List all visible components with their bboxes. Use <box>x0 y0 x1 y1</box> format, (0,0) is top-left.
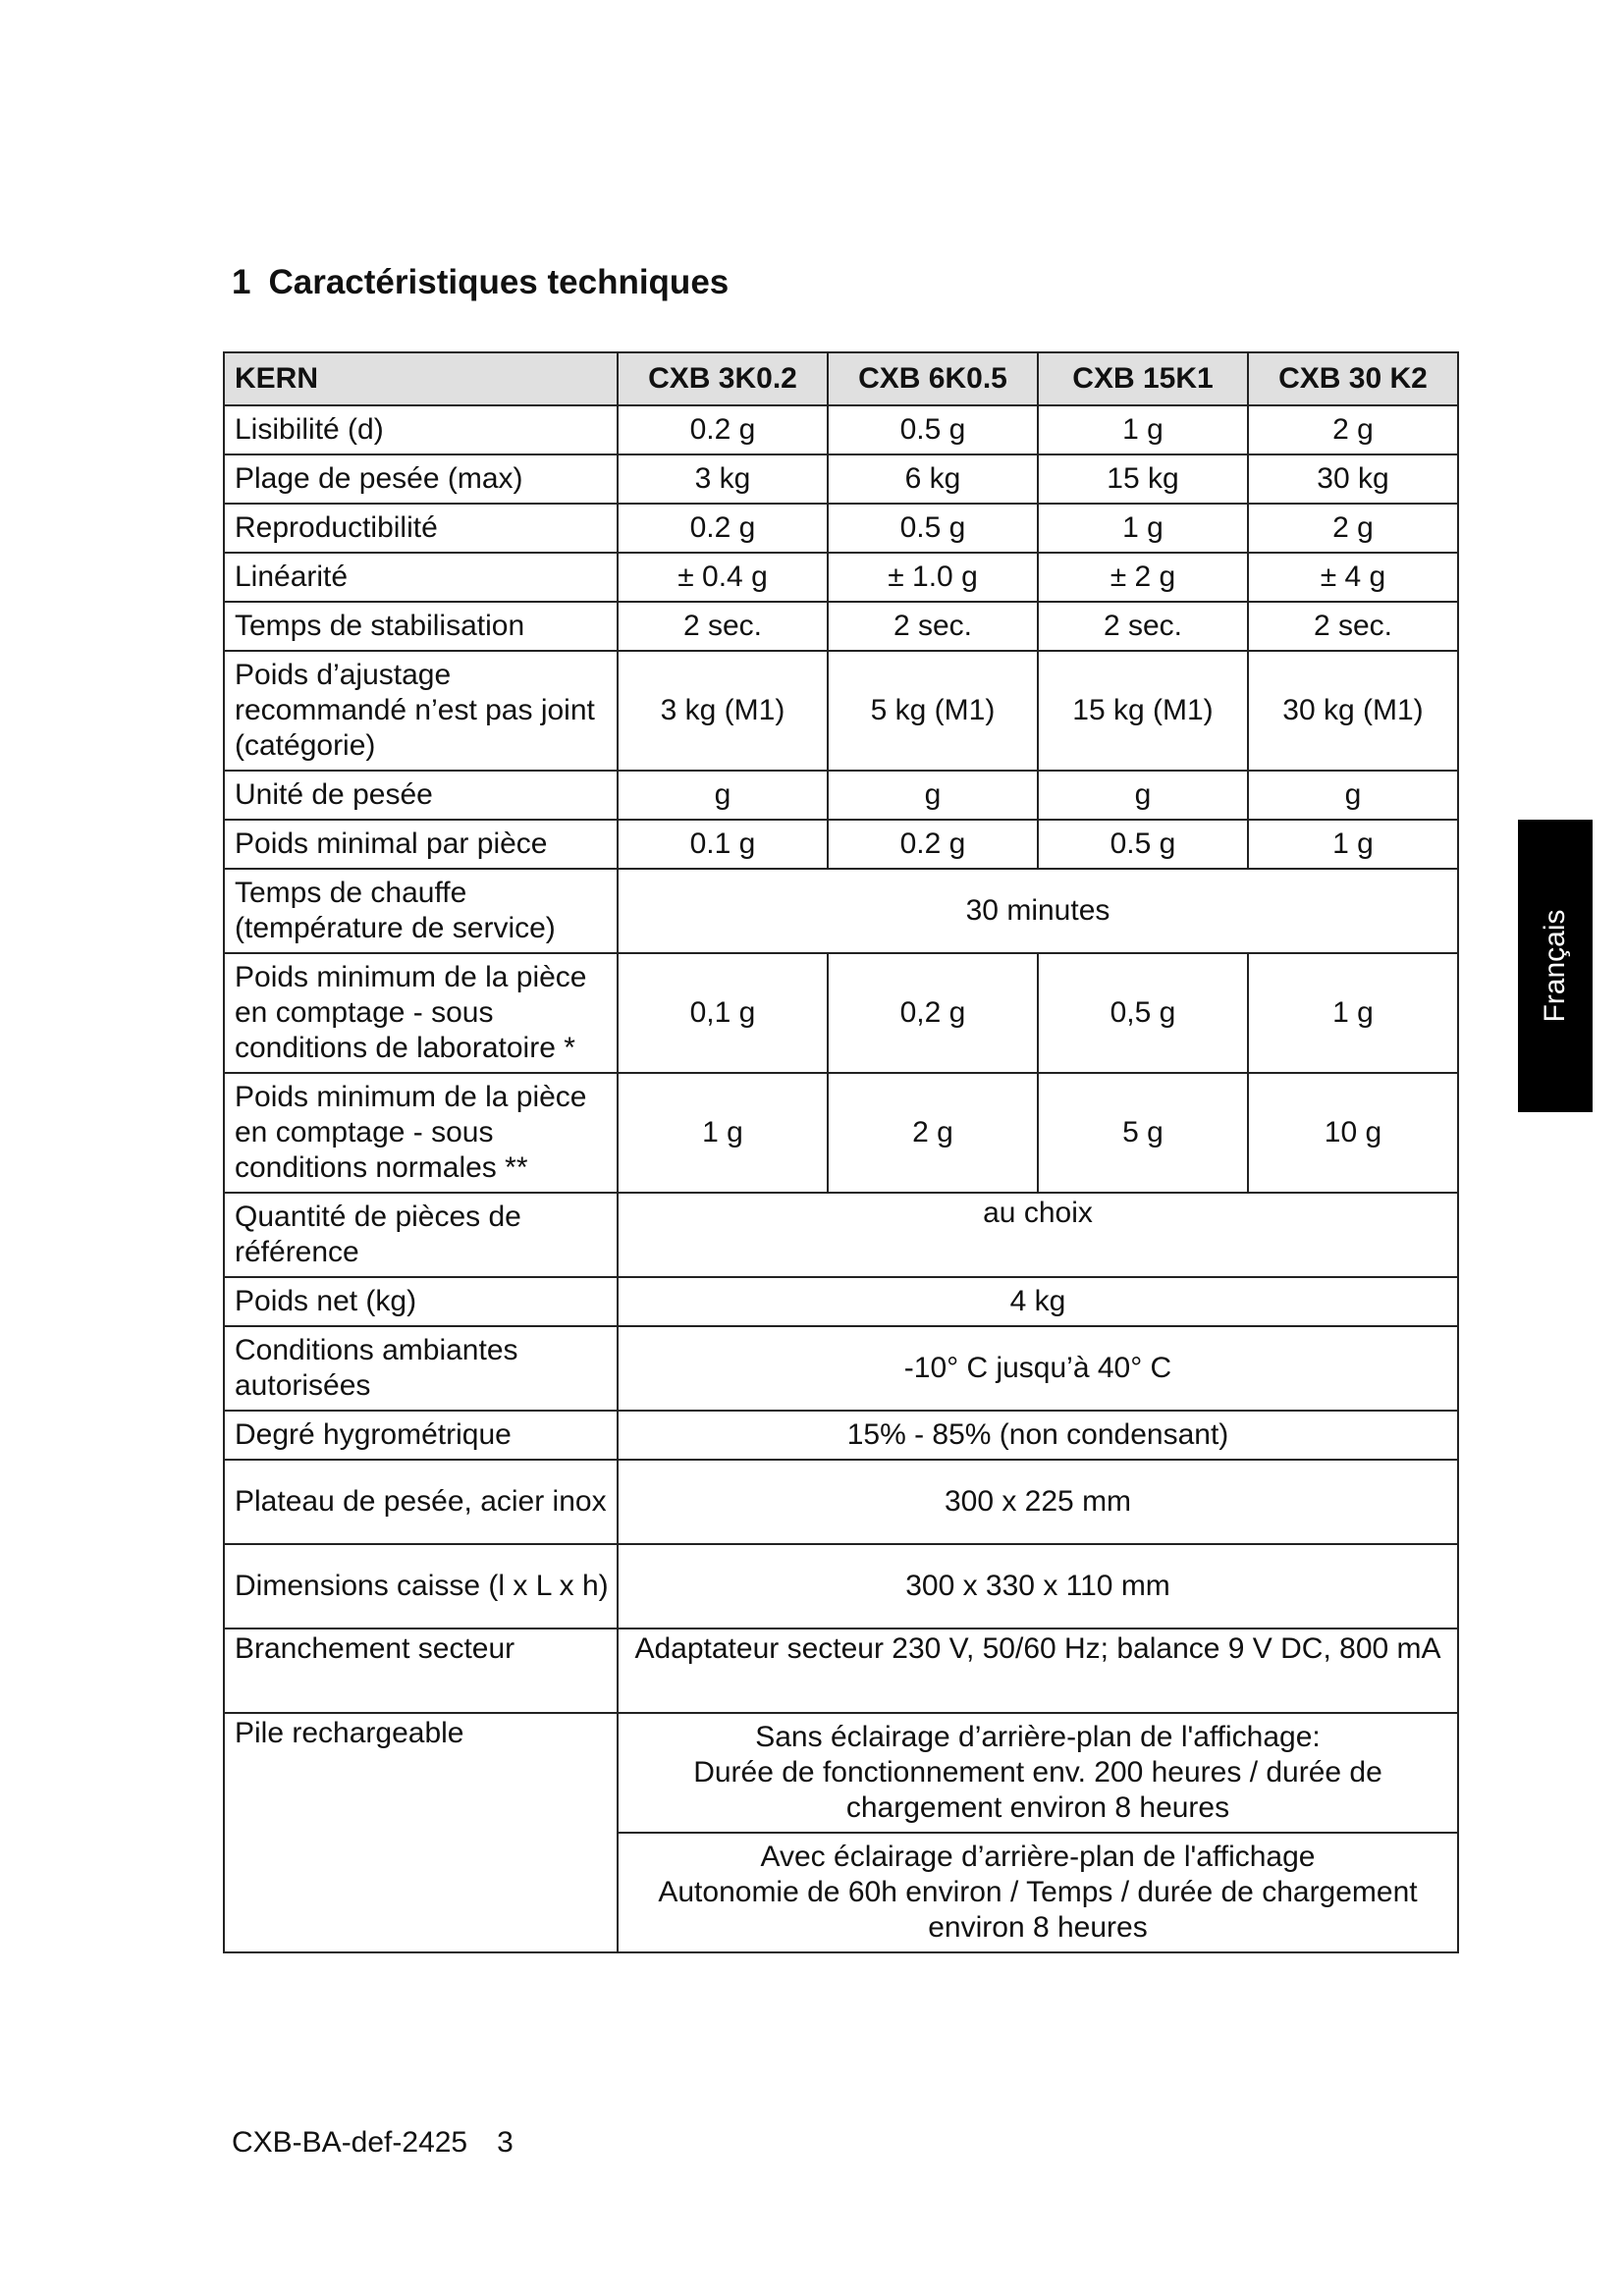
table-row <box>224 1460 1458 1544</box>
cell-value: 2 sec. <box>828 602 1038 651</box>
battery-no-backlight-title: Sans éclairage d’arrière-plan de l'affichage: <box>755 1721 1321 1753</box>
cell-value: 0.1 g <box>618 820 828 869</box>
cell-value: 6 kg <box>828 454 1038 504</box>
language-tab-label: Français <box>1539 909 1571 1023</box>
section-heading <box>232 263 729 302</box>
row-label: Quantité de pièces de référence <box>224 1193 618 1277</box>
table-row <box>224 1629 1458 1713</box>
table-row <box>224 820 1458 869</box>
table-row <box>224 1544 1458 1629</box>
cell-value: 15 kg (M1) <box>1038 651 1248 771</box>
cell-value: ± 0.4 g <box>618 553 828 602</box>
cell-value: g <box>1248 771 1458 820</box>
spec-table <box>223 351 1459 1953</box>
header-model: CXB 30 K2 <box>1248 352 1458 405</box>
row-label: Temps de stabilisation <box>224 602 618 651</box>
cell-value: 3 kg (M1) <box>618 651 828 771</box>
table-row <box>224 553 1458 602</box>
cell-value: 3 kg <box>618 454 828 504</box>
cell-value: Adaptateur secteur 230 V, 50/60 Hz; balance 9 V DC, 800 mA <box>618 1629 1458 1713</box>
cell-value: ± 4 g <box>1248 553 1458 602</box>
cell-value: 0,2 g <box>828 953 1038 1073</box>
row-label: Temps de chauffe (température de service) <box>224 869 618 953</box>
cell-value: 4 kg <box>618 1277 1458 1326</box>
cell-value: 1 g <box>1248 953 1458 1073</box>
table-row <box>224 771 1458 820</box>
row-label: Poids d’ajustage recommandé n’est pas joint (catégorie) <box>224 651 618 771</box>
battery-no-backlight <box>618 1713 1458 1833</box>
row-label: Poids minimum de la pièce en comptage - sous conditions normales ** <box>224 1073 618 1193</box>
row-label: Branchement secteur <box>224 1629 618 1713</box>
page-footer <box>232 2126 514 2160</box>
cell-value: 0.2 g <box>828 820 1038 869</box>
table-row <box>224 1277 1458 1326</box>
cell-value: 0.5 g <box>828 405 1038 454</box>
cell-value: 15% - 85% (non condensant) <box>618 1411 1458 1460</box>
cell-value: au choix <box>618 1193 1458 1277</box>
cell-value: 5 kg (M1) <box>828 651 1038 771</box>
cell-value: 2 g <box>1248 504 1458 553</box>
row-label: Poids net (kg) <box>224 1277 618 1326</box>
cell-value: 300 x 330 x 110 mm <box>618 1544 1458 1629</box>
cell-value: 15 kg <box>1038 454 1248 504</box>
cell-value: 2 sec. <box>1038 602 1248 651</box>
row-label: Linéarité <box>224 553 618 602</box>
cell-value: 1 g <box>1038 405 1248 454</box>
table-row <box>224 869 1458 953</box>
table-row <box>224 1193 1458 1277</box>
cell-value: 1 g <box>618 1073 828 1193</box>
table-row <box>224 1411 1458 1460</box>
cell-value: 0,5 g <box>1038 953 1248 1073</box>
header-model: CXB 15K1 <box>1038 352 1248 405</box>
row-label: Reproductibilité <box>224 504 618 553</box>
cell-value: 1 g <box>1038 504 1248 553</box>
row-label: Poids minimal par pièce <box>224 820 618 869</box>
row-label: Lisibilité (d) <box>224 405 618 454</box>
battery-with-backlight-detail: Autonomie de 60h environ / Temps / durée de chargement environ 8 heures <box>658 1876 1418 1944</box>
cell-value: 10 g <box>1248 1073 1458 1193</box>
cell-value: 30 kg (M1) <box>1248 651 1458 771</box>
cell-value: 0.2 g <box>618 504 828 553</box>
cell-value: 0.5 g <box>1038 820 1248 869</box>
cell-value: 2 sec. <box>618 602 828 651</box>
table-row <box>224 504 1458 553</box>
cell-value: 0.5 g <box>828 504 1038 553</box>
table-row <box>224 953 1458 1073</box>
header-model: CXB 6K0.5 <box>828 352 1038 405</box>
row-label: Poids minimum de la pièce en comptage - sous conditions de laboratoire * <box>224 953 618 1073</box>
page-number: 3 <box>497 2126 514 2159</box>
row-label: Plateau de pesée, acier inox <box>224 1460 618 1544</box>
table-row <box>224 1326 1458 1411</box>
cell-value: 0,1 g <box>618 953 828 1073</box>
cell-value: 2 g <box>1248 405 1458 454</box>
doc-code: CXB-BA-def-2425 <box>232 2126 468 2159</box>
cell-value: 0.2 g <box>618 405 828 454</box>
table-row <box>224 602 1458 651</box>
battery-with-backlight-title: Avec éclairage d’arrière-plan de l'affichage <box>760 1841 1316 1873</box>
header-row <box>224 352 1458 405</box>
cell-value: g <box>828 771 1038 820</box>
cell-value: 300 x 225 mm <box>618 1460 1458 1544</box>
cell-value: 1 g <box>1248 820 1458 869</box>
table-row <box>224 454 1458 504</box>
cell-value: g <box>618 771 828 820</box>
cell-value: g <box>1038 771 1248 820</box>
cell-value: 2 sec. <box>1248 602 1458 651</box>
battery-with-backlight <box>618 1833 1458 1952</box>
cell-value: 30 kg <box>1248 454 1458 504</box>
section-number: 1 <box>232 263 251 301</box>
header-model: CXB 3K0.2 <box>618 352 828 405</box>
table-row <box>224 651 1458 771</box>
table-row <box>224 405 1458 454</box>
table-row <box>224 1713 1458 1833</box>
section-title: Caractéristiques techniques <box>268 263 730 301</box>
language-tab <box>1518 820 1593 1112</box>
row-label: Dimensions caisse (l x L x h) <box>224 1544 618 1629</box>
cell-value: 5 g <box>1038 1073 1248 1193</box>
cell-value: -10° C jusqu’à 40° C <box>618 1326 1458 1411</box>
row-label: Plage de pesée (max) <box>224 454 618 504</box>
row-label: Degré hygrométrique <box>224 1411 618 1460</box>
header-brand: KERN <box>224 352 618 405</box>
cell-value: 30 minutes <box>618 869 1458 953</box>
row-label: Conditions ambiantes autorisées <box>224 1326 618 1411</box>
battery-no-backlight-detail: Durée de fonctionnement env. 200 heures / durée de chargement environ 8 heures <box>693 1756 1382 1824</box>
table-row <box>224 1073 1458 1193</box>
cell-value: ± 2 g <box>1038 553 1248 602</box>
row-label: Pile rechargeable <box>224 1713 618 1952</box>
cell-value: 2 g <box>828 1073 1038 1193</box>
row-label: Unité de pesée <box>224 771 618 820</box>
cell-value: ± 1.0 g <box>828 553 1038 602</box>
